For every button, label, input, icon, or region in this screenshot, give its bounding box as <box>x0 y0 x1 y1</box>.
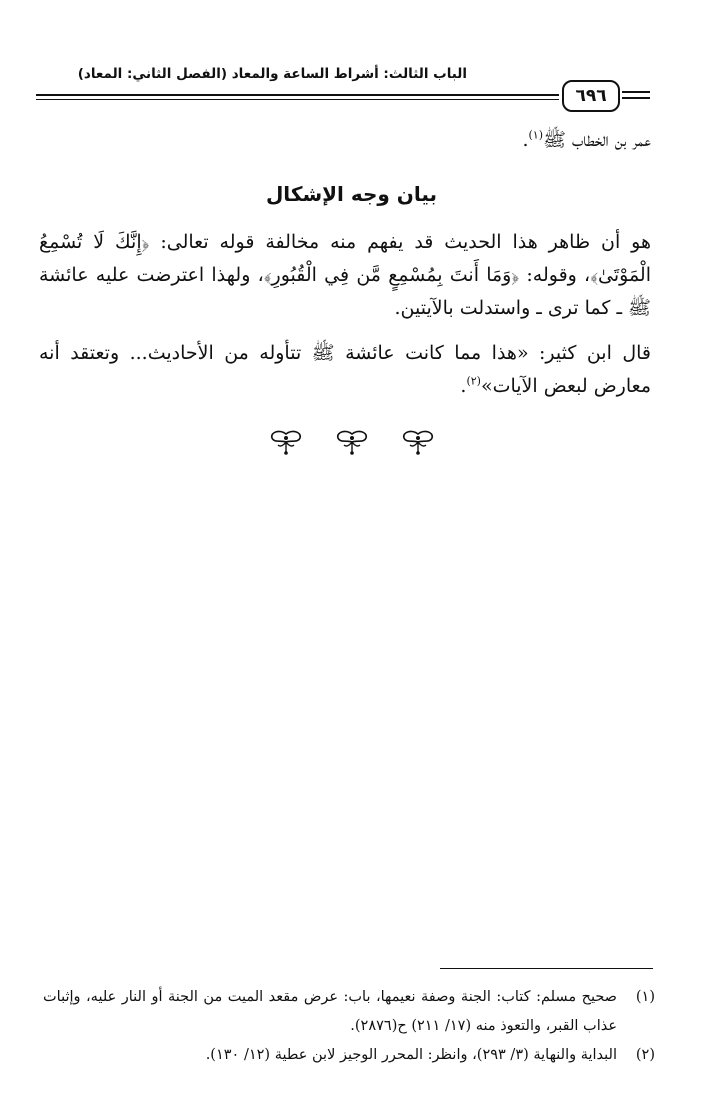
footnote-number: (١) <box>635 989 655 1005</box>
running-title: الباب الثالث: أشراط الساعة والمعاد (الفصل الثاني: المعاد) <box>77 66 467 82</box>
honorific-glyph: ﷺ <box>543 129 566 151</box>
page-number-dash <box>622 91 650 99</box>
paragraph-2-text: قال ابن كثير: «هذا مما كانت عائشة ﷺ تتأوله من الأحاديث... وتعتقد أنه معارض لبعض الآيات» <box>39 342 651 397</box>
section-heading: بيان وجه الإشكال <box>265 182 438 206</box>
footnote-separator <box>440 968 653 969</box>
footnote-text: صحيح مسلم: كتاب: الجنة وصفة نعيمها، باب: عرض مقعد الميت من الجنة أو النار عليه، وإثبات عذاب القبر، والتعوذ منه (١٧/ ٢١١) ح(٢٨٧٦). <box>43 989 617 1034</box>
opening-line <box>39 124 651 157</box>
footnotes <box>43 983 655 1070</box>
header-rule <box>36 94 559 100</box>
opening-line-end: . <box>522 129 529 151</box>
floral-ornament-icon <box>398 430 438 456</box>
footnote-marker-1[interactable]: (١) <box>528 128 543 142</box>
footnote-2 <box>43 1041 655 1070</box>
page-number: ٦٩٦ <box>562 80 620 112</box>
floral-ornament-icon <box>266 430 306 456</box>
footnote-number: (٢) <box>635 1047 655 1063</box>
footnote-marker-2[interactable]: (٢) <box>466 374 481 388</box>
opening-line-text: عمر بن الخطاب <box>572 129 651 151</box>
paragraph-1: هو أن ظاهر هذا الحديث قد يفهم منه مخالفة قوله تعالى: ﴿إِنَّكَ لَا تُسْمِعُ الْمَوْتَىٰ﴾، وقوله: ﴿وَمَا أَنتَ بِمُسْمِعٍ مَّن فِي الْقُبُورِ﴾، ولهذا اعترضت عليه عائشة ﷺ ـ كما ترى ـ واستدلت بالآيتين. <box>39 231 651 319</box>
paragraph-2-end: . <box>460 375 467 397</box>
floral-ornament-icon <box>332 430 372 456</box>
ornament-divider <box>0 430 703 456</box>
paragraph-2 <box>39 337 651 403</box>
footnote-1 <box>43 983 655 1041</box>
footnote-text: البداية والنهاية (٣/ ٢٩٣)، وانظر: المحرر الوجيز لابن عطية (١٢/ ١٣٠). <box>205 1047 617 1063</box>
